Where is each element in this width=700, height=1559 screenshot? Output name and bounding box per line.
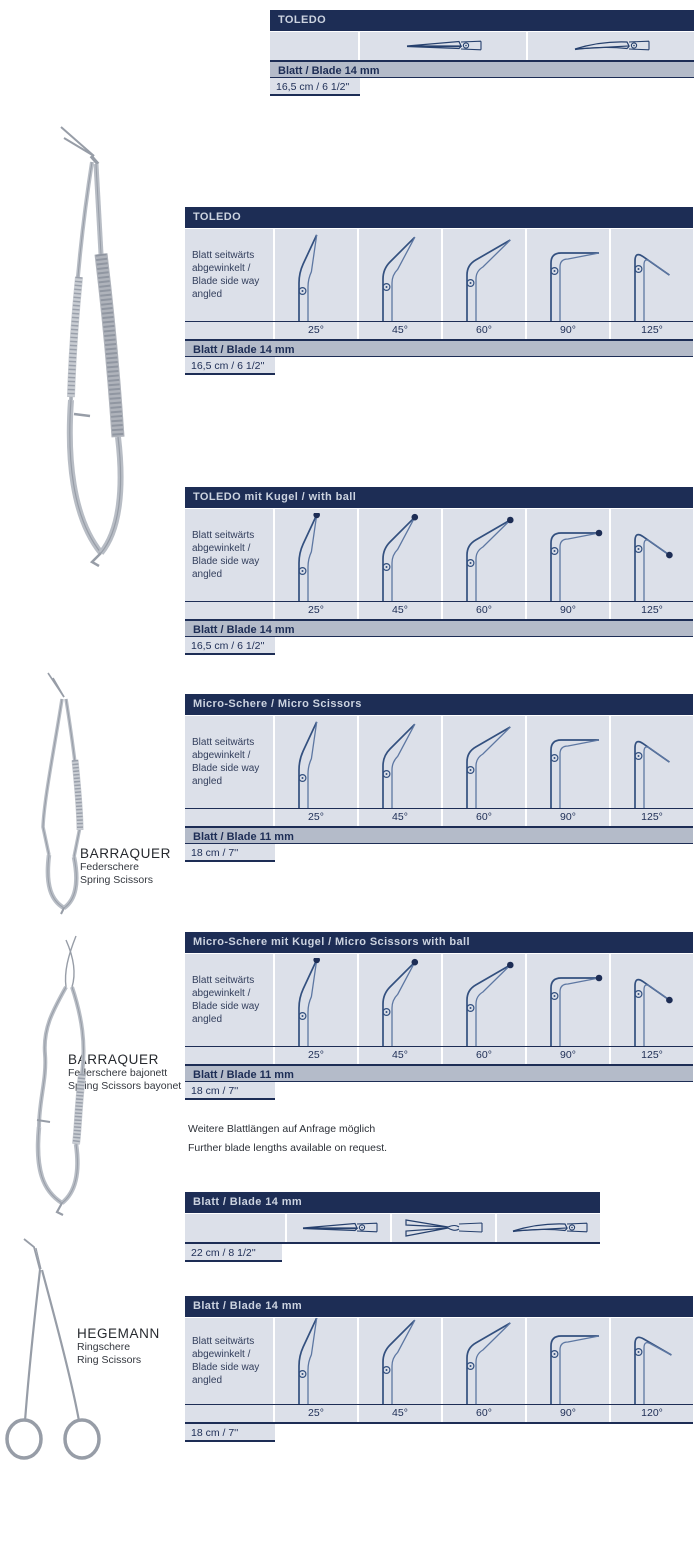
blade-angle-diagram bbox=[359, 954, 441, 1046]
table-title: TOLEDO bbox=[270, 10, 694, 31]
blade-angle-diagram bbox=[611, 954, 693, 1046]
angle-value: 25° bbox=[275, 809, 357, 826]
instrument-sub-de: Federschere bbox=[80, 861, 139, 873]
angle-value: 90° bbox=[527, 1405, 609, 1422]
empty-cell bbox=[270, 32, 358, 60]
angle-value: 125° bbox=[611, 602, 693, 619]
empty-cell bbox=[185, 602, 273, 619]
table-title: Micro-Schere / Micro Scissors bbox=[185, 694, 693, 715]
angle-value: 25° bbox=[275, 1405, 357, 1422]
table-micro-scissors bbox=[185, 694, 693, 862]
barraquer-spring-scissors-photo bbox=[12, 665, 117, 915]
blade-angled-label: Blatt seitwärts abgewinkelt / Blade side way angled bbox=[185, 1318, 273, 1404]
blade-angle-diagram bbox=[275, 1318, 357, 1404]
empty-cell bbox=[185, 809, 273, 826]
blade-angled-label: Blatt seitwärts abgewinkelt / Blade side way angled bbox=[185, 509, 273, 601]
empty-cell bbox=[185, 1047, 273, 1064]
blade-angle-diagram bbox=[527, 509, 609, 601]
barraquer-bayonet-scissors-photo bbox=[12, 932, 117, 1222]
blade-size-row: Blatt / Blade 11 mm bbox=[185, 826, 693, 844]
instrument-name: BARRAQUER bbox=[80, 846, 171, 861]
angle-value: 90° bbox=[527, 809, 609, 826]
angle-value: 60° bbox=[443, 602, 525, 619]
scissor-tip-straight-icon bbox=[360, 32, 526, 60]
table-blade14-straight bbox=[185, 1192, 600, 1262]
empty-cell bbox=[185, 1405, 273, 1422]
availability-note bbox=[188, 1120, 387, 1158]
table-title: TOLEDO mit Kugel / with ball bbox=[185, 487, 693, 508]
length-cell: 16,5 cm / 6 1/2'' bbox=[185, 357, 275, 375]
blade-size-row: Blatt / Blade 14 mm bbox=[270, 60, 694, 78]
blade-angle-diagram bbox=[611, 716, 693, 808]
table-title: Blatt / Blade 14 mm bbox=[185, 1296, 693, 1317]
empty-cell bbox=[185, 1214, 285, 1242]
length-cell: 16,5 cm / 6 1/2" bbox=[270, 78, 360, 96]
blade-angle-diagram bbox=[275, 229, 357, 321]
instrument-name: HEGEMANN bbox=[77, 1326, 160, 1341]
blade-angle-diagram bbox=[611, 1318, 693, 1404]
blade-angle-diagram bbox=[443, 716, 525, 808]
table-title: Micro-Schere mit Kugel / Micro Scissors with ball bbox=[185, 932, 693, 953]
scissor-tip-straight-icon bbox=[287, 1214, 390, 1242]
blade-angle-diagram bbox=[527, 1318, 609, 1404]
instrument-sub-en: Ring Scissors bbox=[77, 1354, 142, 1366]
empty-cell bbox=[185, 322, 273, 339]
angle-value: 60° bbox=[443, 1047, 525, 1064]
blade-angle-diagram bbox=[443, 509, 525, 601]
instrument-sub-en: Spring Scissors bbox=[80, 874, 153, 886]
angle-value: 60° bbox=[443, 322, 525, 339]
instrument-name: BARRAQUER bbox=[68, 1052, 159, 1067]
angle-value: 90° bbox=[527, 1047, 609, 1064]
blade-angle-diagram bbox=[275, 954, 357, 1046]
length-cell: 18 cm / 7'' bbox=[185, 844, 275, 862]
blade-angle-diagram bbox=[527, 954, 609, 1046]
angle-value: 125° bbox=[611, 809, 693, 826]
angle-value: 125° bbox=[611, 322, 693, 339]
scissor-tip-curved-icon bbox=[497, 1214, 600, 1242]
toledo-spring-scissors-photo bbox=[30, 112, 165, 567]
table-title: Blatt / Blade 14 mm bbox=[185, 1192, 600, 1213]
length-cell: 16,5 cm / 6 1/2'' bbox=[185, 637, 275, 655]
table-toledo-angled bbox=[185, 207, 693, 375]
angle-value: 60° bbox=[443, 809, 525, 826]
angle-value: 120° bbox=[611, 1405, 693, 1422]
angle-value: 90° bbox=[527, 602, 609, 619]
table-micro-scissors-with-ball bbox=[185, 932, 693, 1100]
table-hegemann-angled bbox=[185, 1296, 693, 1442]
blade-angle-diagram bbox=[443, 1318, 525, 1404]
instrument-sub-de: Federschere bajonett bbox=[68, 1067, 168, 1079]
length-cell: 18 cm / 7'' bbox=[185, 1082, 275, 1100]
blade-angled-label: Blatt seitwärts abgewinkelt / Blade side way angled bbox=[185, 716, 273, 808]
blade-angle-diagram bbox=[359, 509, 441, 601]
blade-angle-diagram bbox=[275, 716, 357, 808]
scissor-tip-curved-icon bbox=[528, 32, 694, 60]
scissor-tip-open-icon bbox=[392, 1214, 495, 1242]
angle-value: 45° bbox=[359, 1047, 441, 1064]
angle-value: 125° bbox=[611, 1047, 693, 1064]
blade-angle-diagram bbox=[359, 229, 441, 321]
angle-value: 60° bbox=[443, 1405, 525, 1422]
table-toledo-straight bbox=[270, 10, 694, 96]
availability-note-en: Further blade lengths available on request. bbox=[188, 1142, 388, 1154]
blade-angle-diagram bbox=[443, 229, 525, 321]
blade-angle-diagram bbox=[611, 509, 693, 601]
angle-value: 45° bbox=[359, 602, 441, 619]
blade-angle-diagram bbox=[443, 954, 525, 1046]
length-cell: 22 cm / 8 1/2'' bbox=[185, 1244, 282, 1262]
hegemann-ring-scissors-photo bbox=[0, 1232, 135, 1487]
blade-angled-label: Blatt seitwärts abgewinkelt / Blade side way angled bbox=[185, 954, 273, 1046]
blade-angle-diagram bbox=[527, 229, 609, 321]
angle-value: 25° bbox=[275, 322, 357, 339]
blade-angled-label: Blatt seitwärts abgewinkelt / Blade side way angled bbox=[185, 229, 273, 321]
blade-angle-diagram bbox=[359, 716, 441, 808]
instrument-sub-de: Ringschere bbox=[77, 1341, 131, 1353]
blade-angle-diagram bbox=[611, 229, 693, 321]
angle-value: 25° bbox=[275, 602, 357, 619]
blade-size-row: Blatt / Blade 14 mm bbox=[185, 339, 693, 357]
blade-angle-diagram bbox=[527, 716, 609, 808]
blade-size-row: Blatt / Blade 14 mm bbox=[185, 619, 693, 637]
blade-angle-diagram bbox=[359, 1318, 441, 1404]
blade-size-row: Blatt / Blade 11 mm bbox=[185, 1064, 693, 1082]
availability-note-de: Weitere Blattlängen auf Anfrage möglich bbox=[188, 1123, 376, 1135]
angle-value: 90° bbox=[527, 322, 609, 339]
angle-value: 25° bbox=[275, 1047, 357, 1064]
angle-value: 45° bbox=[359, 322, 441, 339]
instrument-sub-en: Spring Scissors bayonet bbox=[68, 1080, 182, 1092]
length-cell: 18 cm / 7'' bbox=[185, 1424, 275, 1442]
blade-angle-diagram bbox=[275, 509, 357, 601]
table-title: TOLEDO bbox=[185, 207, 693, 228]
table-toledo-with-ball bbox=[185, 487, 693, 655]
angle-value: 45° bbox=[359, 1405, 441, 1422]
angle-value: 45° bbox=[359, 809, 441, 826]
